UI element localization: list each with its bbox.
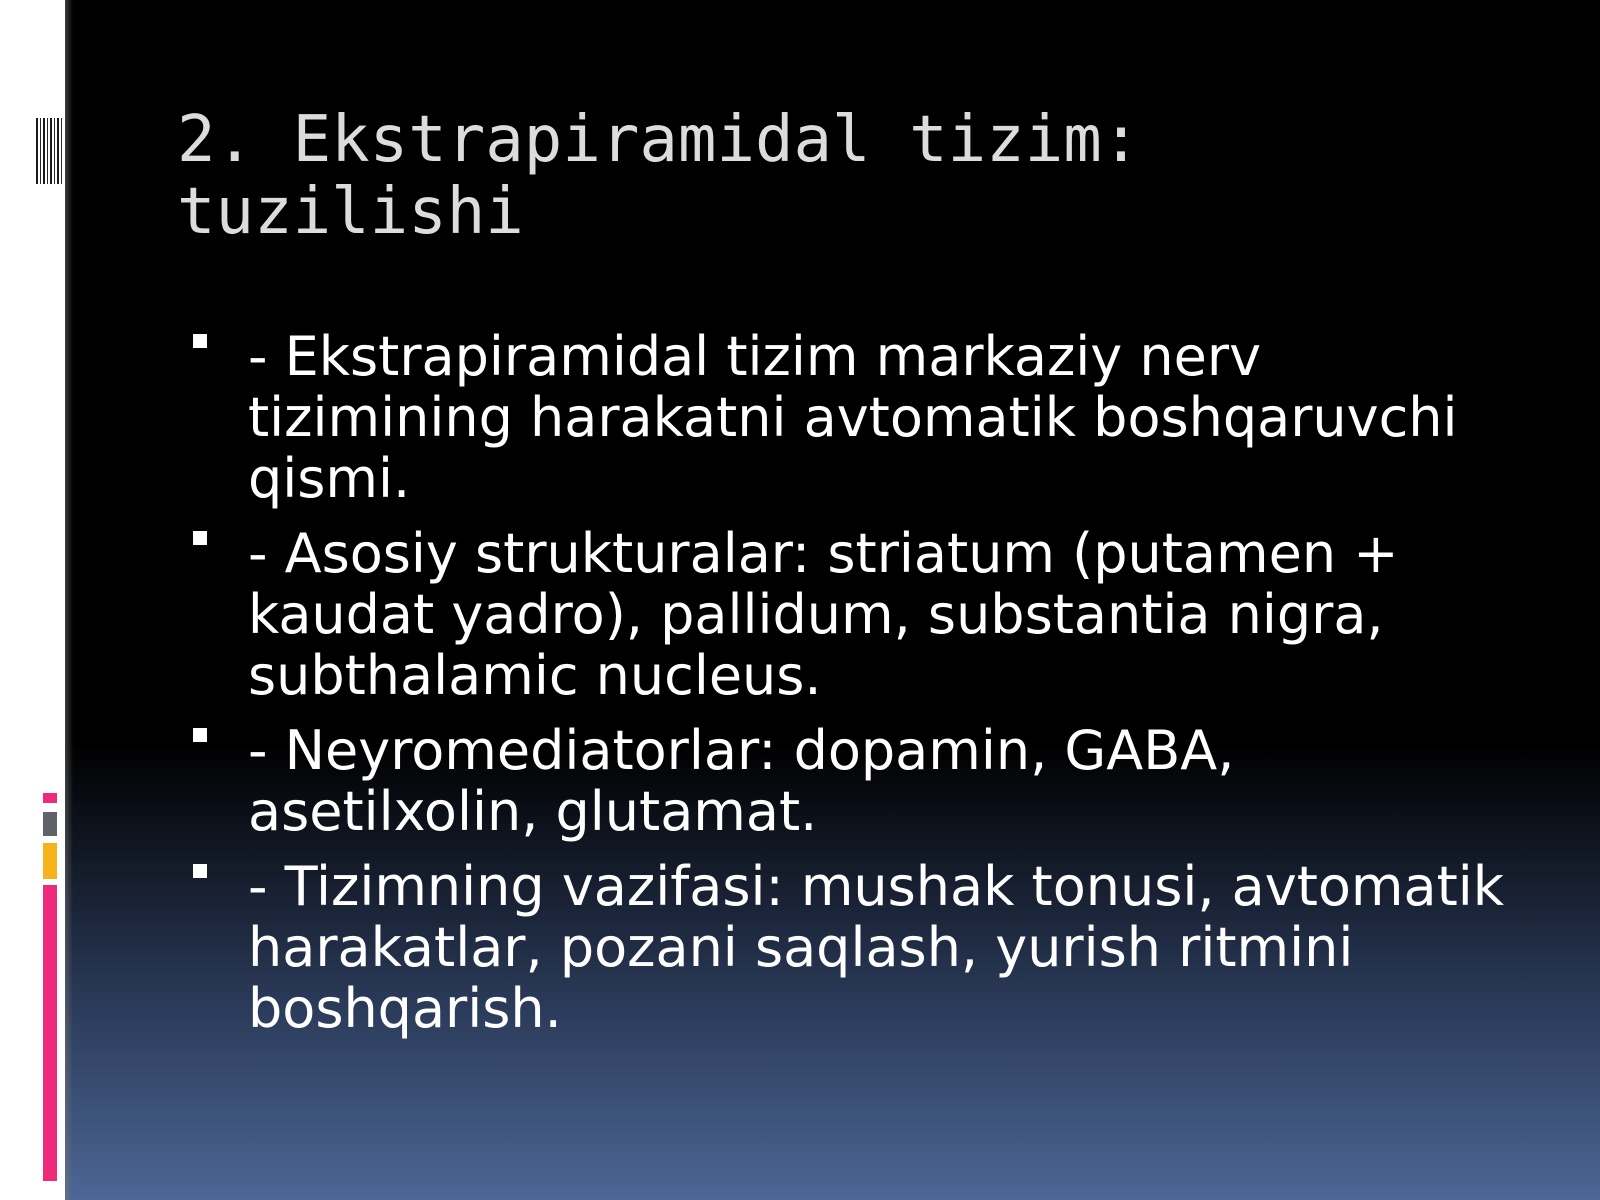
accent-bar-pink (43, 885, 57, 1181)
bullet-item (190, 523, 1520, 706)
square-bullet-icon (193, 334, 207, 348)
panel-edge-shadow (65, 0, 73, 1200)
slide-title: 2. Ekstrapiramidal tizim: tuzilishi (177, 103, 1141, 249)
square-bullet-icon (193, 531, 207, 545)
accent-bar-pink-top (43, 793, 57, 803)
bullet-item (190, 326, 1520, 509)
square-bullet-icon (193, 728, 207, 742)
barcode-icon (36, 118, 64, 184)
bullet-text: - Tizimning vazifasi: mushak tonusi, avtomatik harakatlar, pozani saqlash, yurish ritmini boshqarish. (248, 855, 1505, 1040)
square-bullet-icon (193, 864, 207, 878)
bullet-text: - Ekstrapiramidal tizim markaziy nerv tizimining harakatni avtomatik boshqaruvchi qismi. (248, 325, 1458, 510)
bullet-item (190, 856, 1520, 1039)
bullet-text: - Asosiy strukturalar: striatum (putamen + kaudat yadro), pallidum, substantia nigra, subthalamic nucleus. (248, 522, 1399, 707)
bullet-text: - Neyromediatorlar: dopamin, GABA, asetilxolin, glutamat. (248, 719, 1235, 843)
accent-bar-yellow (43, 843, 57, 879)
bullet-list (190, 326, 1520, 1053)
accent-bar-gray (43, 812, 57, 836)
bullet-item (190, 720, 1520, 842)
